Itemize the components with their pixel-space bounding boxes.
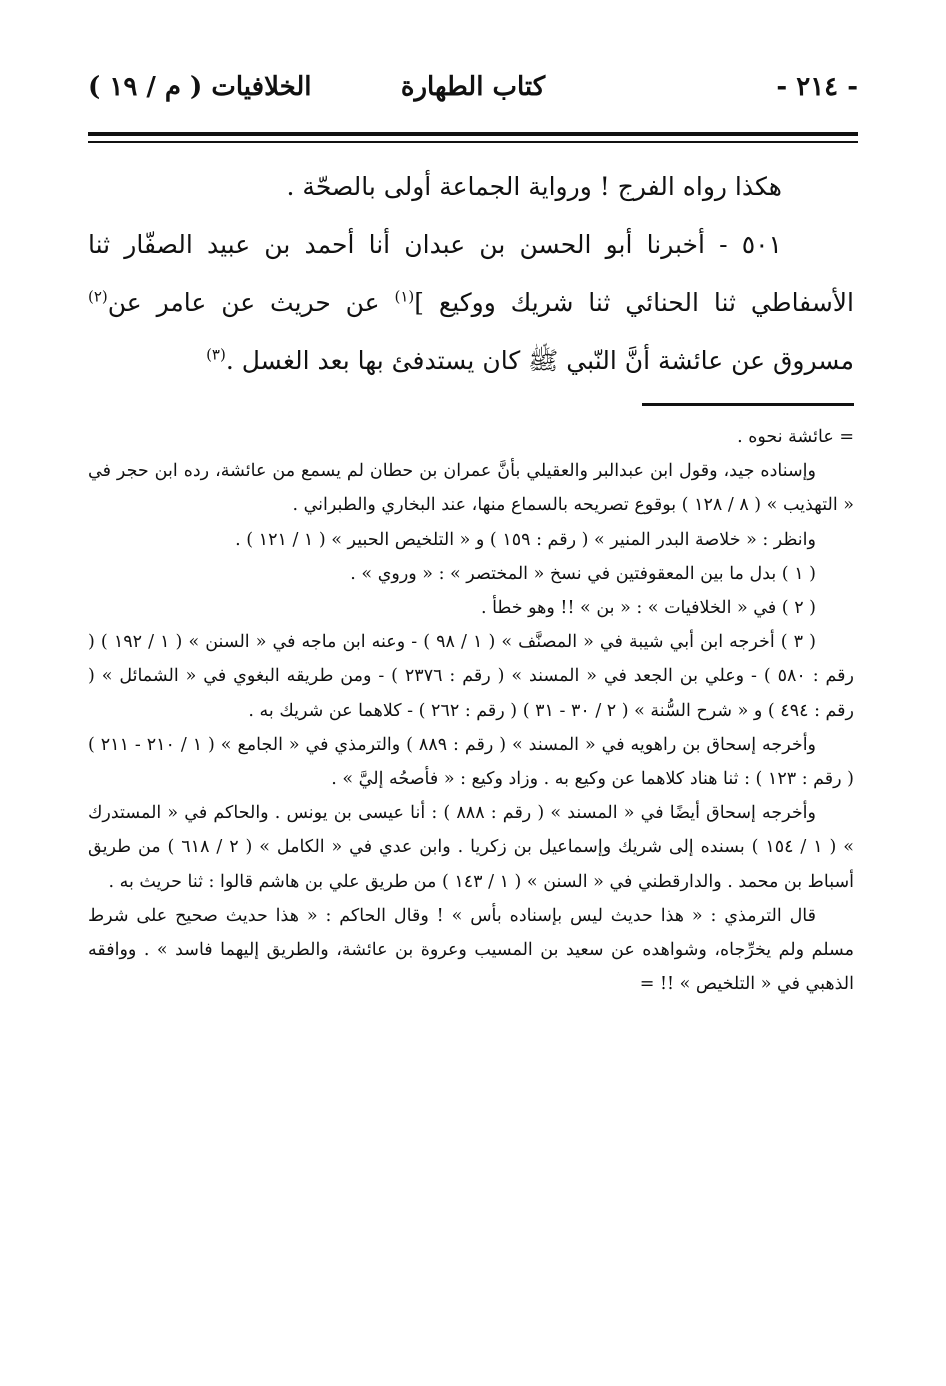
footnote-ref-2[interactable]: (٢) bbox=[88, 287, 108, 306]
header-rule-thin bbox=[88, 141, 858, 143]
footnote-paragraph: قال الترمذي : « هذا حديث ليس بإسناده بأس » ! وقال الحاكم : « هذا حديث صحيح على شرط مسلم ولم يخرِّجاه، وشواهده عن سعيد بن المسيب وعروة بن عائشة، والطريق إليهما فاسد » . ووافقه الذهبي في « التلخيص » !! = bbox=[88, 905, 854, 995]
footnote-ref-3[interactable]: (٣) bbox=[206, 345, 226, 364]
footnote-continuation: = عائشة نحوه . bbox=[737, 427, 854, 447]
footnote-2: ( ٢ ) في « الخلافيات » : « بن » !! وهو خطأ . bbox=[480, 598, 816, 619]
footnote-separator bbox=[642, 403, 854, 406]
page-number: - ٢١٤ - bbox=[776, 72, 858, 102]
hadith-text-a: ٥٠١ - أخبرنا أبو الحسن بن عبدان أنا أحمد بن عبيد الصفّار ثنا الأسفاطي ثنا الحنائي ثنا شريك ووكيع ] bbox=[88, 230, 854, 317]
footnote-paragraph: وإسناده جيد، وقول ابن عبدالبر والعقيلي بأنَّ عمران بن حطان لم يسمع من عائشة، رده ابن حجر في « التهذيب » ( ٨ / ١٢٨ ) بوقوع تصريحه بالسماع منها، عند البخاري والطبراني . bbox=[88, 461, 854, 516]
hadith-text-b: عن حريث عن عامر عن bbox=[107, 288, 395, 317]
running-header bbox=[88, 72, 858, 122]
footnote-1: ( ١ ) بدل ما بين المعقوفتين في نسخ « المختصر » : « وروي » . bbox=[350, 563, 816, 584]
footnote-paragraph: وأخرجه إسحاق أيضًا في « المسند » ( رقم : ٨٨٨ ) : أنا عيسى بن يونس . والحاكم في « المستدرك » ( ١ / ١٥٤ ) بسنده إلى شريك وإسماعيل بن زكريا . وابن عدي في « الكامل » ( ٢ / ٦١٨ ) من طريق أسباط بن محمد . والدارقطني في « السنن » ( ١ / ١٤٣ ) من طريق علي بن هاشم قالوا : ثنا حريث به . bbox=[88, 803, 854, 892]
hadith-501 bbox=[88, 216, 854, 390]
footnotes bbox=[88, 420, 854, 1001]
header-rule-thick bbox=[88, 132, 858, 136]
book-title: الخلافيات ( م / ١٩ ) bbox=[88, 72, 312, 102]
footnote-ref-1[interactable]: (١) bbox=[394, 287, 415, 306]
chapter-title: كتاب الطهارة bbox=[400, 72, 546, 102]
hadith-text-c: مسروق عن عائشة أنَّ النّبي ﷺ كان يستدفئ بها بعد الغسل . bbox=[225, 346, 854, 375]
footnote-3: ( ٣ ) أخرجه ابن أبي شيبة في « المصنَّف » ( ١ / ٩٨ ) - وعنه ابن ماجه في « السنن » ( ١ / ١٩٢ ) ( رقم : ٥٨٠ ) - وعلي بن الجعد في « المسند » ( رقم : ٢٣٧٦ ) - ومن طريقه البغوي في « الشمائل » ( رقم : ٤٩٤ ) و « شرح السُّنة » ( ٢ / ٣٠ - ٣١ ) ( رقم : ٢٦٢ ) - كلاهما عن شريك به . bbox=[88, 632, 854, 721]
main-text bbox=[88, 158, 854, 390]
body-paragraph-1: هكذا رواه الفرج ! ورواية الجماعة أولى بالصحّة . bbox=[286, 172, 782, 201]
footnote-paragraph: وأخرجه إسحاق بن راهويه في « المسند » ( رقم : ٨٨٩ ) والترمذي في « الجامع » ( ١ / ٢١٠ - ٢١١ ) ( رقم : ١٢٣ ) : ثنا هناد كلاهما عن وكيع به . وزاد وكيع : « فأصحُه إليَّ » . bbox=[88, 734, 854, 790]
footnote-paragraph: وانظر : « خلاصة البدر المنير » ( رقم : ١٥٩ ) و « التلخيص الحبير » ( ١ / ١٢١ ) . bbox=[235, 529, 816, 550]
